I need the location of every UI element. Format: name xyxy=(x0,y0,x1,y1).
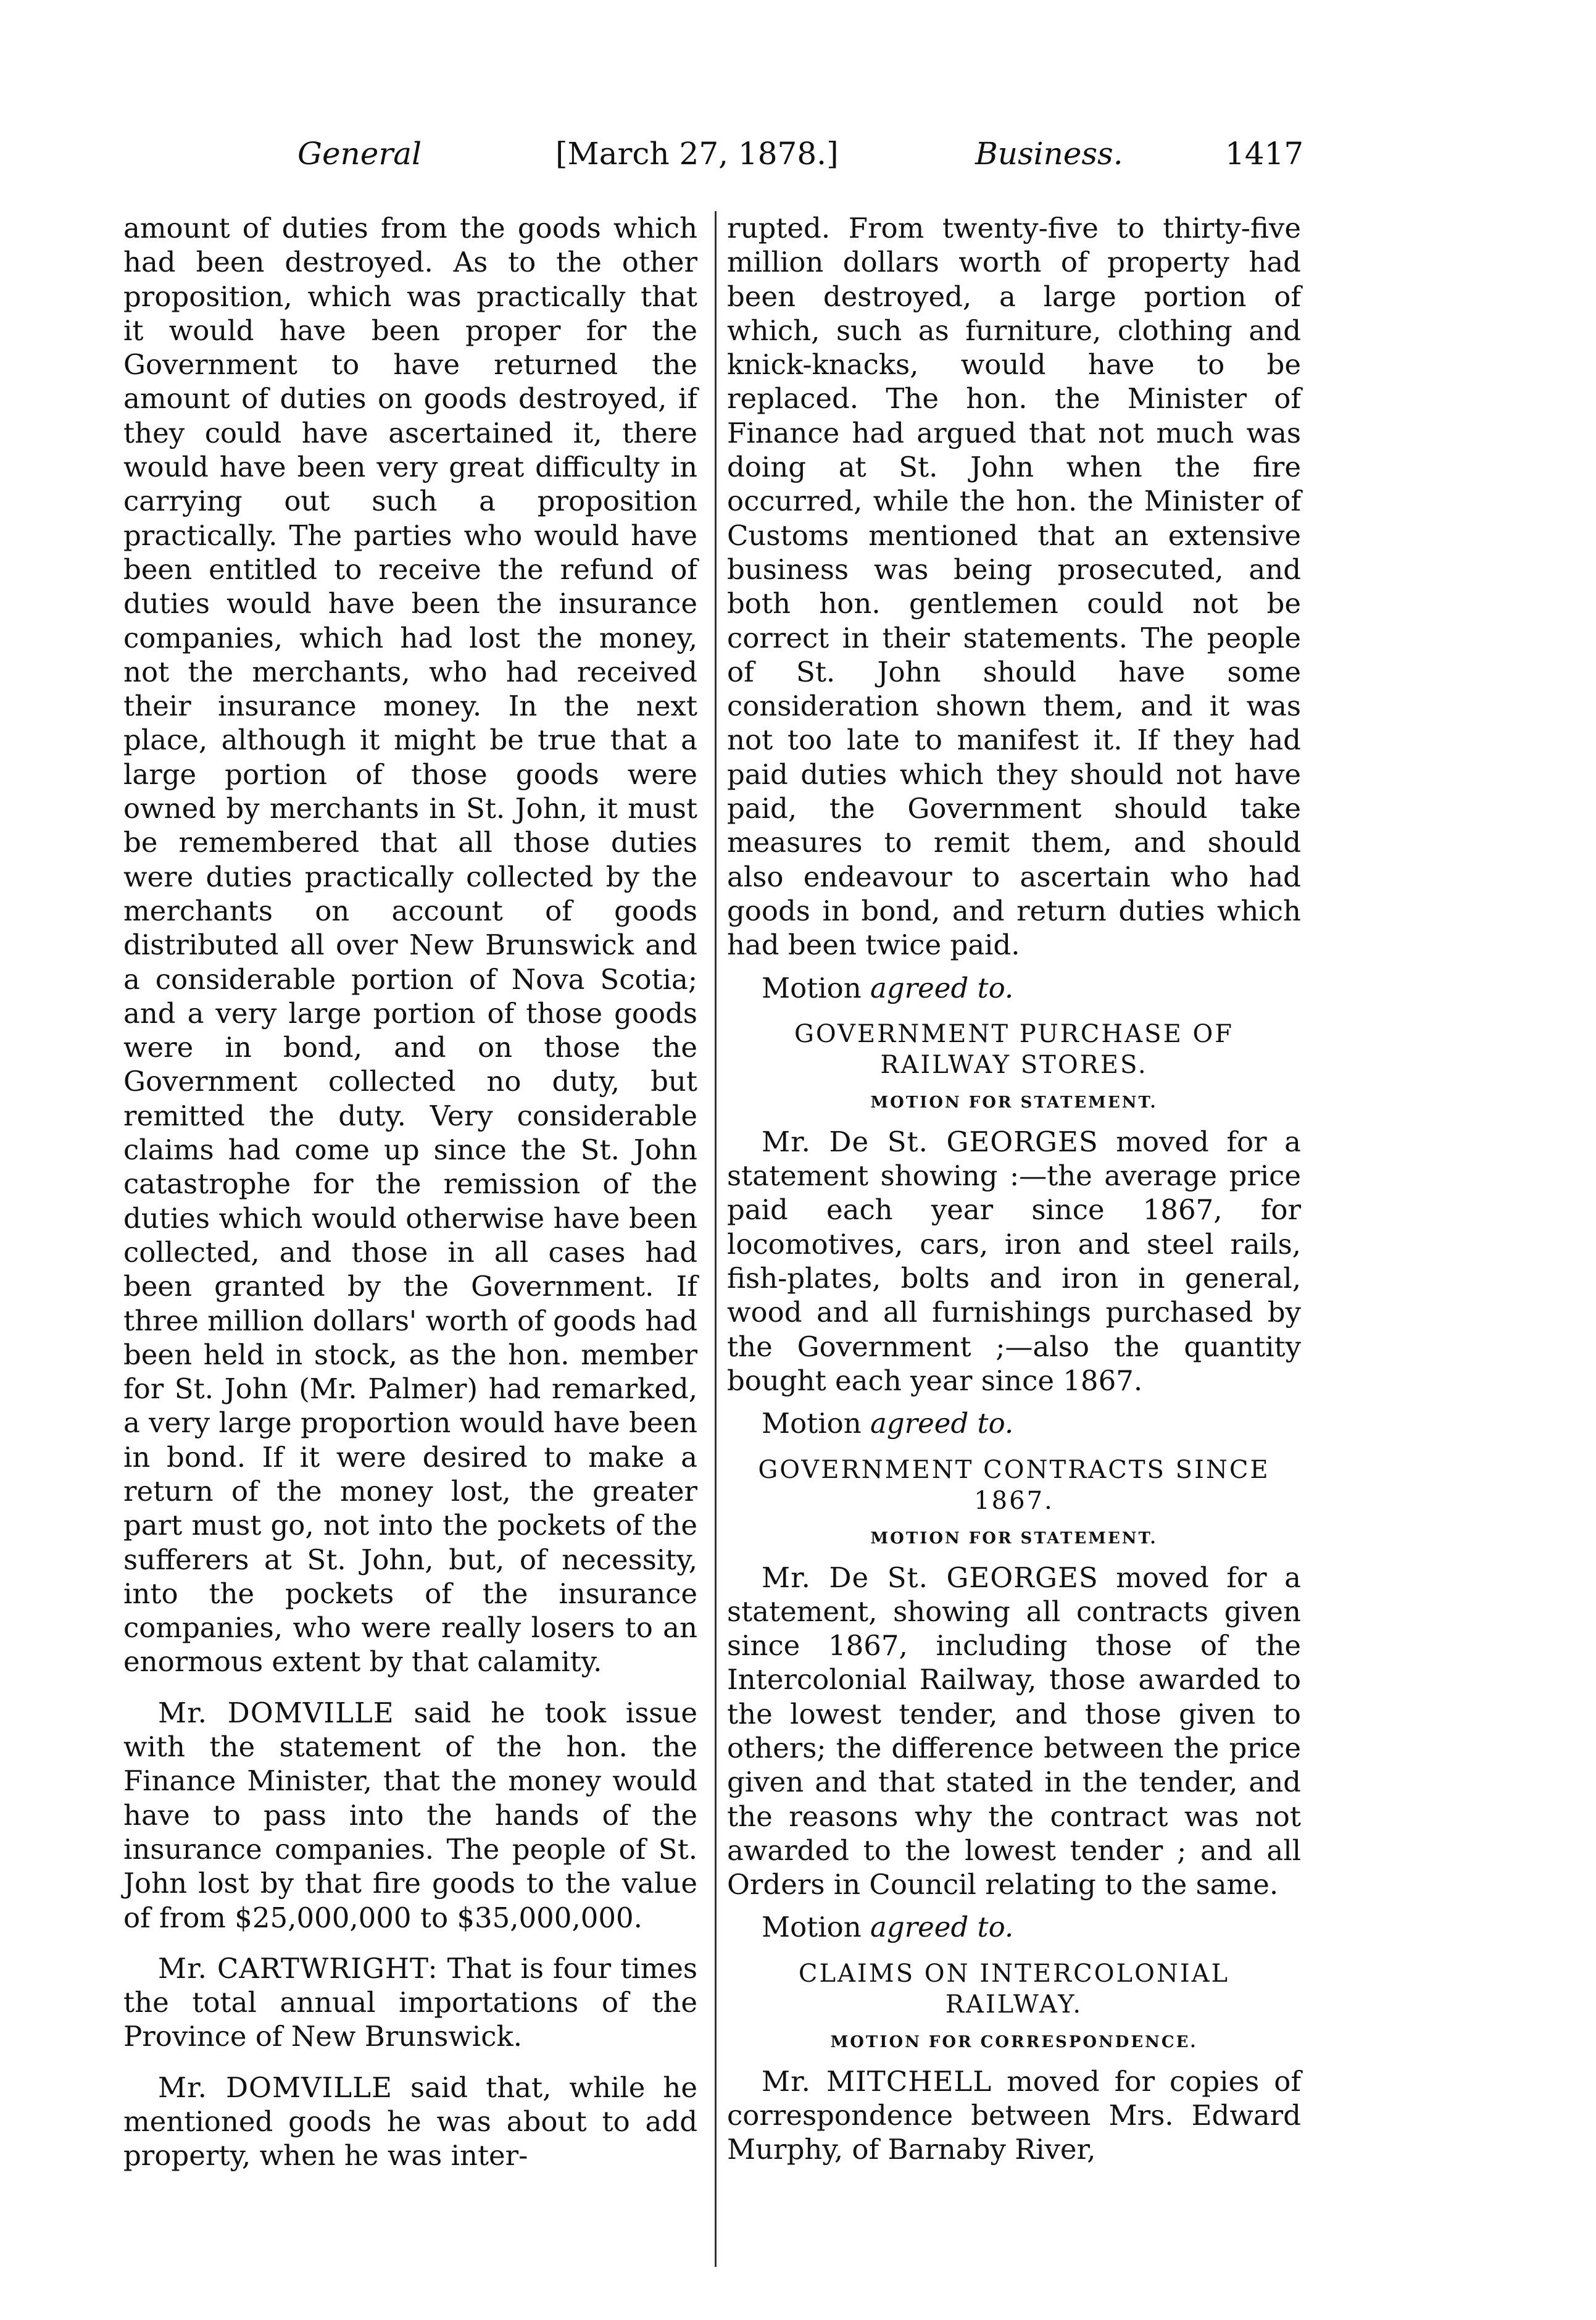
speaker-name: Mr. CARTWRIGHT: xyxy=(158,1951,438,1985)
section-heading: GOVERNMENT CONTRACTS SINCE 1867. xyxy=(758,1455,1270,1515)
section-heading: GOVERNMENT PURCHASE OF RAILWAY STORES. xyxy=(794,1019,1234,1079)
paragraph: rupted. From twenty-five to thirty-five million dollars worth of property had been destroyed, a large portion of which, such as furniture, clothing and knick-knacks, would have to be replaced. The hon. the Minister of Finance had argued that not much was doing at St. John when the fire occurred, while the hon. the Minister of Customs mentioned that an extensive business was being prosecuted, and both hon. gentlemen could not be correct in their statements. The people of St. John should have some consideration shown them, and it was not too late to manifest it. If they had paid duties which they should not have paid, the Government should take measures to remit them, and should also endeavour to ascertain who had goods in bond, and return duties which had been twice paid. xyxy=(727,212,1301,962)
speaker-name: Mr. De St. GEORGES xyxy=(762,1125,1099,1158)
section-subheading: MOTION FOR CORRESPONDENCE. xyxy=(830,2032,1198,2051)
motion-result xyxy=(727,971,1301,1005)
speaker-name: Mr. DOMVILLE xyxy=(158,1696,394,1729)
page-header xyxy=(0,136,1596,179)
paragraph: amount of duties from the goods which had been destroyed. As to the other proposition, which was practically that it would have been proper for the Government to have returned the amount of duties on goods destroyed, if they could have ascertained it, there would have been very great difficulty in carrying out such a proposition practically. The parties who would have been entitled to receive the refund of duties would have been the insurance companies, which had lost the money, not the merchants, who had received their insurance money. In the next place, although it might be true that a large portion of those goods were owned by merchants in St. John, it must be remembered that all those duties were duties practically collected by the merchants on account of goods distributed all over New Brunswick and a considerable portion of Nova Scotia; and a very large portion of those goods were in bond, and on those the Government collected no duty, but remitted the duty. Very considerable claims had come up since the St. John catastrophe for the remission of the duties which would otherwise have been collected, and those in all cases had been granted by the Government. If three million dollars' worth of goods had been held in stock, as the hon. member for St. John (Mr. Palmer) had remarked, a very large proportion would have been in bond. If it were desired to make a return of the money lost, the greater part must go, not into the pockets of the sufferers at St. John, but, of necessity, into the pockets of the insurance companies, who were really losers to an enormous extent by that calamity. xyxy=(123,212,697,1679)
speech-de-st-georges-2 xyxy=(727,1561,1301,1902)
motion-result xyxy=(727,1406,1301,1440)
speech-cartwright xyxy=(123,1951,697,2054)
speech-domville-2 xyxy=(123,2071,697,2173)
section-subheading: MOTION FOR STATEMENT. xyxy=(870,1529,1158,1548)
column-divider xyxy=(715,211,717,2267)
speech-de-st-georges-1 xyxy=(727,1125,1301,1398)
speech-domville-1 xyxy=(123,1696,697,1935)
speech-mitchell xyxy=(727,2064,1301,2167)
section-heading: CLAIMS ON INTERCOLONIAL RAILWAY. xyxy=(798,1959,1230,2019)
right-column xyxy=(727,211,1301,2167)
speech-text: That is four times the total annual importations of the Province of New Brunswick. xyxy=(123,1951,697,2053)
header-section-left: General xyxy=(297,136,422,172)
motion-outcome: agreed to. xyxy=(870,1911,1014,1944)
speech-text: moved for copies of correspondence between Mrs. Edward Murphy, of Barnaby River, xyxy=(727,2064,1301,2166)
speech-text: moved for a statement showing :—the average price paid each year since 1867, for locomotives, cars, iron and steel rails, fish-plates, bolts and iron in general, wood and all furnishings purchased by the Government ;—also the quantity bought each year since 1867. xyxy=(727,1125,1301,1397)
motion-word: Motion xyxy=(762,1911,862,1944)
speaker-name: Mr. MITCHELL xyxy=(762,2064,992,2098)
speech-text: moved for a statement, showing all contracts given since 1867, including those of the Intercolonial Railway, those awarded to the lowest tender, and those given to others; the difference between the price given and that stated in the tender, and the reasons why the contract was not awarded to the lowest tender ; and all Orders in Council relating to the same. xyxy=(727,1561,1301,1901)
motion-outcome: agreed to. xyxy=(870,1407,1014,1440)
speaker-name: Mr. De St. GEORGES xyxy=(762,1561,1099,1594)
motion-word: Motion xyxy=(762,1407,862,1440)
motion-result xyxy=(727,1910,1301,1944)
speaker-name: Mr. DOMVILLE xyxy=(158,2071,393,2104)
speech-text: said he took issue with the statement of the hon. the Finance Minister, that the money would have to pass into the hands of the insurance companies. The people of St. John lost by that fire goods to the value of from $25,000,000 to $35,000,000. xyxy=(123,1696,697,1934)
header-date: [March 27, 1878.] xyxy=(555,136,839,172)
left-column xyxy=(123,211,697,2173)
section-subheading: MOTION FOR STATEMENT. xyxy=(870,1093,1158,1112)
motion-outcome: agreed to. xyxy=(870,971,1014,1004)
motion-word: Motion xyxy=(762,971,862,1004)
header-section-right: Business. xyxy=(975,136,1123,172)
page-number: 1417 xyxy=(1225,136,1304,172)
speech-text: said that, while he mentioned goods he was about to add property, when he was inter- xyxy=(123,2071,697,2172)
